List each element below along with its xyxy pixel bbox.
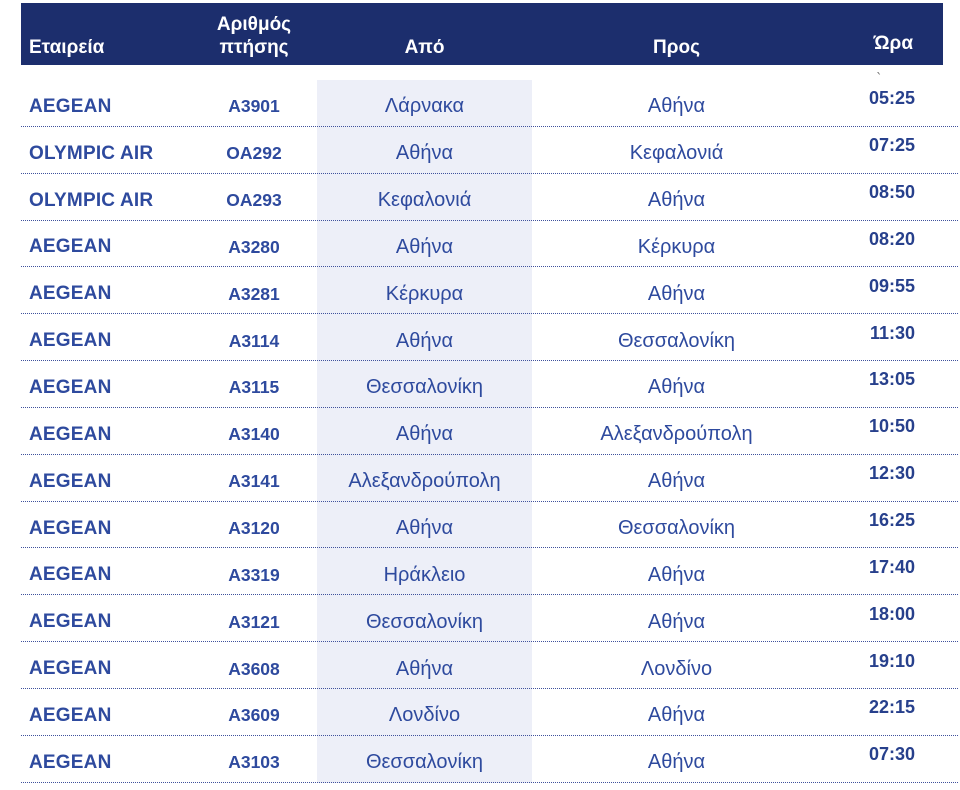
to-cell: Κέρκυρα [637, 235, 716, 258]
time-cell: 11:30 [869, 322, 915, 343]
airline-cell: AEGEAN [29, 330, 112, 352]
airline-cell: OLYMPIC AIR [29, 142, 154, 164]
table-row [21, 80, 958, 127]
flight-number-cell: A3120 [228, 518, 280, 539]
table-row [21, 548, 958, 595]
table-row [21, 314, 958, 361]
table-row [21, 408, 958, 455]
to-cell: Αθήνα [647, 563, 706, 586]
flight-number-cell: A3103 [228, 752, 280, 773]
airline-cell: AEGEAN [29, 658, 112, 680]
time-cell: 10:50 [868, 416, 915, 437]
table-body [21, 72, 958, 783]
time-cell: 17:40 [868, 556, 915, 577]
flight-number-cell: A3141 [228, 471, 280, 492]
to-cell: Θεσσαλονίκη [617, 517, 736, 540]
time-cell: 07:30 [868, 744, 915, 765]
airline-cell: AEGEAN [29, 376, 112, 398]
flight-schedule-table [21, 3, 958, 783]
to-cell: Αθήνα [647, 704, 706, 727]
from-cell: Λάρνακα [384, 95, 465, 118]
from-cell: Ηράκλειο [383, 563, 466, 586]
flight-number-cell: A3901 [228, 96, 280, 117]
column-header-flight-number: Αριθμός πτήσης [216, 13, 292, 58]
time-cell: 22:15 [868, 697, 915, 718]
to-cell: Λονδίνο [640, 657, 713, 680]
time-cell: 19:10 [868, 650, 915, 671]
airline-cell: AEGEAN [29, 704, 112, 726]
from-cell: Αθήνα [395, 329, 454, 352]
to-cell: Αθήνα [647, 751, 706, 774]
from-cell: Λονδίνο [388, 704, 461, 727]
time-cell: 16:25 [868, 510, 915, 531]
column-header-from: Από [404, 36, 445, 58]
flight-number-cell: A3114 [228, 330, 280, 351]
table-row [21, 502, 958, 549]
from-cell: Αθήνα [395, 423, 454, 446]
time-cell: 09:55 [868, 275, 915, 296]
flight-number-cell: A3121 [228, 611, 280, 632]
from-cell: Θεσσαλονίκη [365, 751, 484, 774]
to-cell: Αθήνα [647, 470, 706, 493]
to-cell: Αθήνα [647, 282, 706, 305]
airline-cell: AEGEAN [29, 95, 112, 117]
time-cell: 05:25 [868, 88, 915, 109]
to-cell: Αθήνα [647, 376, 706, 399]
to-cell: Αλεξανδρούπολη [600, 423, 753, 446]
stray-tick-mark: ` [876, 72, 883, 87]
column-header-time: Ώρα [873, 32, 913, 54]
time-cell: 18:00 [868, 603, 915, 624]
table-row [21, 221, 958, 268]
airline-cell: AEGEAN [29, 283, 112, 305]
table-row [21, 736, 958, 783]
from-cell: Θεσσαλονίκη [365, 610, 484, 633]
from-cell: Αθήνα [395, 517, 454, 540]
table-row [21, 174, 958, 221]
flight-number-cell: A3609 [228, 705, 280, 726]
from-cell: Αλεξανδρούπολη [348, 470, 501, 493]
from-cell: Αθήνα [395, 142, 454, 165]
table-row [21, 267, 958, 314]
flight-number-cell: OA293 [226, 190, 282, 211]
to-cell: Θεσσαλονίκη [617, 329, 736, 352]
time-cell: 12:30 [868, 463, 915, 484]
from-cell: Κέρκυρα [385, 282, 464, 305]
column-header-airline: Εταιρεία [29, 36, 105, 58]
airline-cell: OLYMPIC AIR [29, 189, 154, 211]
flight-number-cell: A3140 [228, 424, 280, 445]
airline-cell: AEGEAN [29, 236, 112, 258]
table-row [21, 455, 958, 502]
to-cell: Αθήνα [647, 95, 706, 118]
column-header-to: Προς [653, 36, 700, 58]
from-cell: Κεφαλονιά [377, 189, 472, 212]
from-cell: Θεσσαλονίκη [365, 376, 484, 399]
to-cell: Αθήνα [647, 610, 706, 633]
table-header-row [21, 3, 943, 65]
time-cell: 07:25 [868, 135, 915, 156]
from-cell: Αθήνα [395, 235, 454, 258]
table-row [21, 361, 958, 408]
flight-number-cell: A3281 [228, 283, 280, 304]
table-row [21, 642, 958, 689]
flight-number-cell: A3608 [228, 658, 280, 679]
time-cell: 08:50 [868, 182, 915, 203]
table-row [21, 595, 958, 642]
airline-cell: AEGEAN [29, 564, 112, 586]
to-cell: Αθήνα [647, 189, 706, 212]
time-cell: 08:20 [868, 228, 915, 249]
flight-number-cell: A3115 [228, 377, 280, 398]
flight-number-cell: A3280 [228, 236, 280, 257]
flight-number-cell: OA292 [226, 143, 282, 164]
airline-cell: AEGEAN [29, 611, 112, 633]
airline-cell: AEGEAN [29, 751, 112, 773]
from-cell: Αθήνα [395, 657, 454, 680]
table-row [21, 127, 958, 174]
time-cell: 13:05 [868, 369, 915, 390]
to-cell: Κεφαλονιά [629, 142, 724, 165]
table-row [21, 689, 958, 736]
flight-number-cell: A3319 [228, 564, 280, 585]
airline-cell: AEGEAN [29, 470, 112, 492]
airline-cell: AEGEAN [29, 517, 112, 539]
airline-cell: AEGEAN [29, 423, 112, 445]
